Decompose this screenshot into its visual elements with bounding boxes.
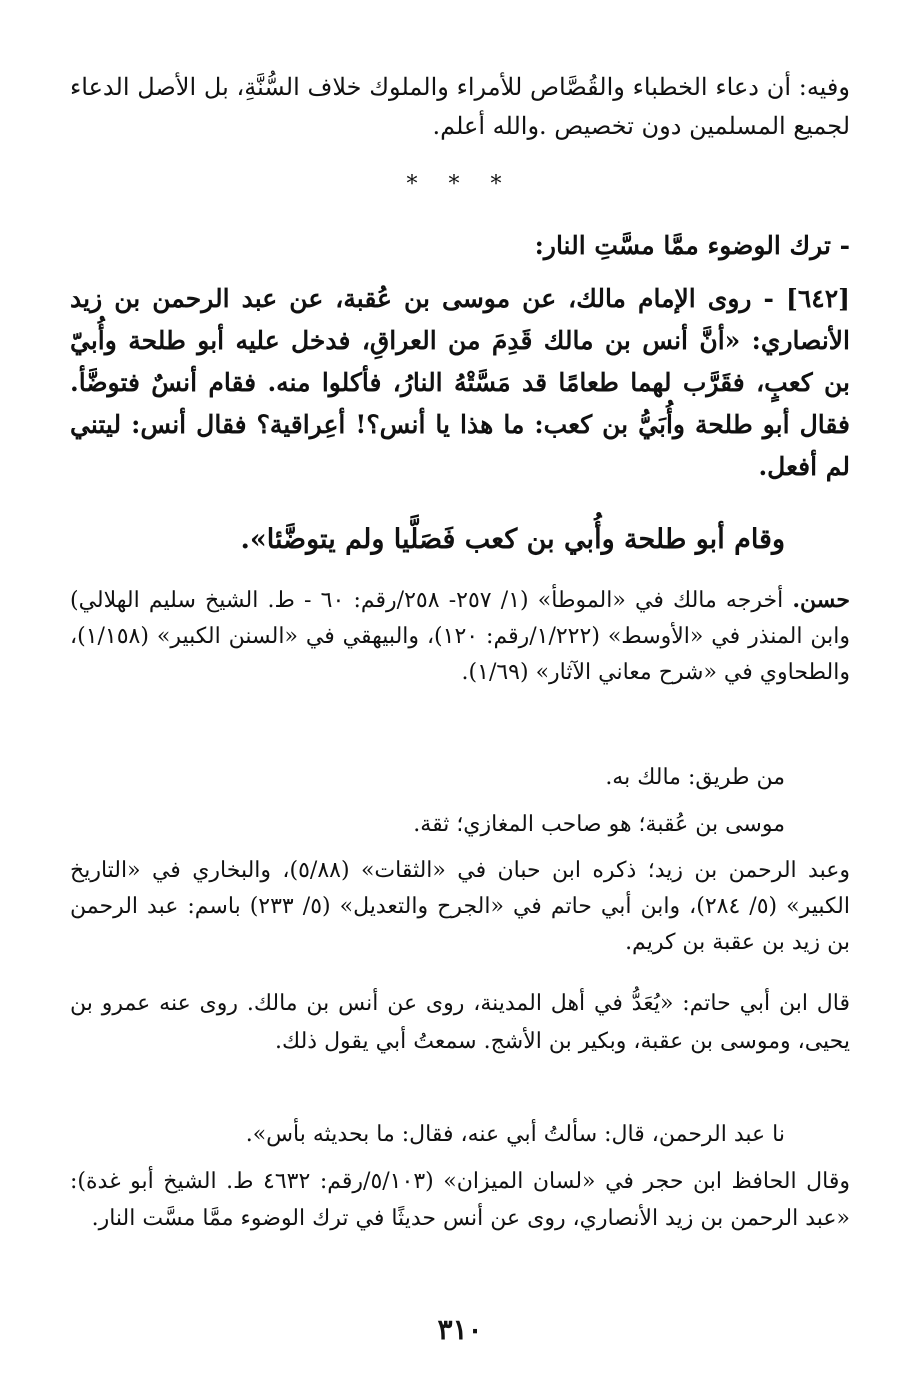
intro-paragraph: وفيه: أن دعاء الخطباء والقُصَّاص للأمراء والملوك خلاف السُّنَّةِ، بل الأصل الدعاء لجميع المسلمين دون تخصيص .والله أعلم.	[70, 73, 850, 140]
section-separator: * * *	[406, 172, 514, 197]
tariq-line: من طريق: مالك به.	[605, 765, 785, 790]
abd-rahman-paragraph: وعبد الرحمن بن زيد؛ ذكره ابن حبان في «الثقات» (٥/٨٨)، والبخاري في «التاريخ الكبير» (٥/ ٢٨٤)، وابن أبي حاتم في «الجرح والتعديل» (٥/ ٢٣٣) باسم: عبد الرحمن بن زيد بن عقبة بن كريم.	[70, 858, 850, 955]
hadith-continuation: وقام أبو طلحة وأُبي بن كعب فَصَلَّيا ولم يتوضَّئا».	[240, 524, 785, 555]
na-abd-rahman-line: نا عبد الرحمن، قال: سألتُ أبي عنه، فقال: ما بحديثه بأس».	[245, 1122, 785, 1147]
section-heading: - ترك الوضوء ممَّا مسَّتِ النار:	[534, 231, 850, 260]
hadith-text: - روى الإمام مالك، عن موسى بن عُقبة، عن عبد الرحمن بن زيد الأنصاري: «أنَّ أنس بن مالك قَدِمَ من العراقِ، فدخل عليه أبو طلحة وأُبيّ بن كعبٍ، فقَرَّب لهما طعامًا قد مَسَّتْهُ النارُ، فأكلوا منه. فقام أنسٌ فتوضَّأ. فقال أبو طلحة وأُبَيُّ بن كعب: ما هذا يا أنس؟! أعِراقية؟ فقال أنس: ليتني لم أفعل.	[70, 284, 850, 481]
musa-line: موسى بن عُقبة؛ هو صاحب المغازي؛ ثقة.	[413, 812, 785, 837]
takhrij-paragraph	[70, 582, 850, 691]
hadith-number: [٦٤٢]	[786, 284, 850, 313]
page-number: ٣١٠	[437, 1313, 483, 1346]
hadith-paragraph	[70, 278, 850, 488]
grading-label: حسن.	[792, 587, 851, 613]
ibn-abi-hatim-paragraph: قال ابن أبي حاتم: «يُعَدُّ في أهل المدينة، روى عن أنس بن مالك. روى عنه عمرو بن يحيى، وموسى بن عقبة، وبكير بن الأشج. سمعتُ أبي يقول ذلك.	[70, 991, 850, 1054]
ibn-hajar-paragraph: وقال الحافظ ابن حجر في «لسان الميزان» (٥/١٠٣/رقم: ٤٦٣٢ ط. الشيخ أبو غدة): «عبد الرحمن بن زيد الأنصاري، روى عن أنس حديثًا في ترك الوضوء ممَّا مسَّت النار.	[70, 1169, 850, 1231]
takhrij-text: أخرجه مالك في «الموطأ» (١/ ٢٥٧- ٢٥٨/رقم: ٦٠ - ط. الشيخ سليم الهلالي) وابن المنذر في «الأوسط» (١/٢٢٢/رقم: ١٢٠)، والبيهقي في «السنن الكبير» (١/١٥٨)، والطحاوي في «شرح معاني الآثار» (١/٦٩).	[70, 588, 850, 685]
